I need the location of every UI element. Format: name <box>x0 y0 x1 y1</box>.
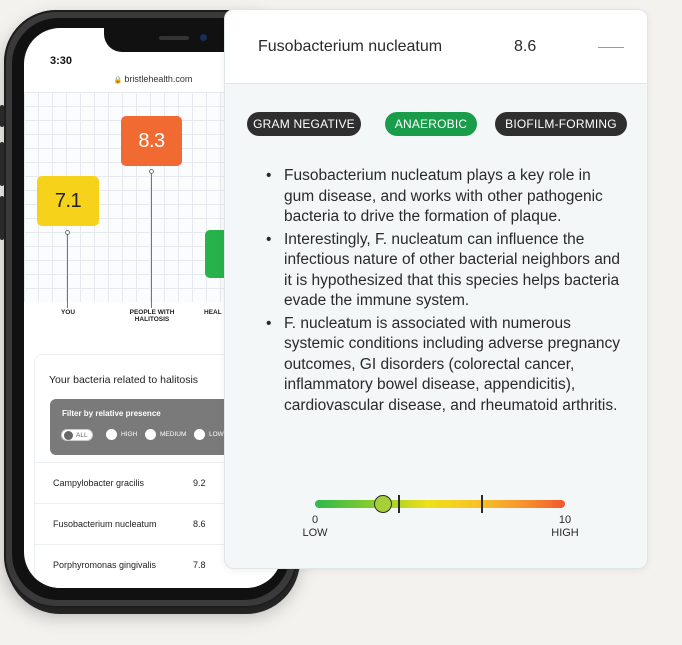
status-time: 3:30 <box>50 55 73 67</box>
bacteria-detail-panel <box>224 9 648 569</box>
detail-bullet: • F. nucleatum is associated with numerous systemic conditions including adverse pregnancy outcomes, GI disorders (colorectal cancer, inflammatory bowel disease, appendicitis), cardiovascular disease, and rheumatoid arthritis. <box>265 314 621 417</box>
gauge-max-label: HIGH <box>551 527 579 539</box>
detail-bacteria-name: Fusobacterium nucleatum <box>258 38 443 55</box>
filter-panel <box>50 399 250 455</box>
bacteria-name: Porphyromonas gingivalis <box>53 560 157 570</box>
gauge-min-value: 0 <box>311 514 319 526</box>
bacteria-value: 9.2 <box>193 478 206 488</box>
phone-volume-up-button <box>0 142 4 186</box>
detail-bullet: • Interestingly, F. nucleatum can influence the infectious nature of other bacterial neighbors and it is hypothesized that this species helps bacteria evade the immune system. <box>265 230 621 312</box>
bar-stem-halitosis <box>151 172 152 308</box>
score-box-halitosis: 8.3 <box>121 116 182 166</box>
presence-gauge <box>315 500 565 508</box>
tag-anaerobic: ANAEROBIC <box>385 112 477 136</box>
tag-gram-negative: GRAM NEGATIVE <box>247 112 361 136</box>
filter-option-high[interactable] <box>106 429 137 440</box>
gauge-tick <box>398 495 400 513</box>
gauge-tick <box>481 495 483 513</box>
filter-option-label: HIGH <box>121 431 138 438</box>
filter-option-all[interactable] <box>61 429 93 441</box>
x-label-healthy: HEAL <box>204 309 222 316</box>
detail-bullet: • Fusobacterium nucleatum plays a key role in gum disease, and works with other pathogenic bacteria to drive the formation of plaque. <box>265 166 621 228</box>
detail-header[interactable] <box>225 10 648 84</box>
radio-icon <box>145 429 156 440</box>
filter-title: Filter by relative presence <box>62 409 161 418</box>
filter-option-low[interactable] <box>194 429 224 440</box>
score-box-you: 7.1 <box>37 176 99 226</box>
address-url: bristlehealth.com <box>124 74 193 84</box>
speaker-grille <box>159 36 189 40</box>
bar-stem-you <box>67 233 68 308</box>
tag-biofilm-forming: BIOFILM-FORMING <box>495 112 627 136</box>
bacteria-value: 7.8 <box>193 560 206 570</box>
collapse-icon[interactable] <box>598 47 624 48</box>
bar-dot-you <box>65 230 70 235</box>
phone-notch <box>104 28 244 52</box>
bar-dot-halitosis <box>149 169 154 174</box>
toggle-knob-icon <box>64 431 73 440</box>
bacteria-value: 8.6 <box>193 519 206 529</box>
gauge-min-label: LOW <box>302 527 328 539</box>
gauge-indicator <box>374 495 392 513</box>
bacteria-name: Fusobacterium nucleatum <box>53 519 157 529</box>
detail-score: 8.6 <box>514 38 537 55</box>
phone-mute-button <box>0 105 4 127</box>
detail-bullet-list <box>265 166 621 418</box>
x-label-halitosis: PEOPLE WITH HALITOSIS <box>129 309 175 323</box>
x-label-you: YOU <box>60 309 76 316</box>
filter-option-label: MEDIUM <box>160 431 187 438</box>
radio-icon <box>106 429 117 440</box>
front-camera-icon <box>200 34 207 41</box>
phone-volume-down-button <box>0 196 4 240</box>
filter-toggle-all[interactable] <box>61 429 93 441</box>
radio-icon <box>194 429 205 440</box>
lock-icon: 🔒 <box>113 77 123 84</box>
filter-option-label: LOW <box>209 431 224 438</box>
bacteria-name: Campylobacter gracilis <box>53 478 145 488</box>
bacteria-section-title: Your bacteria related to halitosis <box>49 374 199 386</box>
gauge-max-value: 10 <box>558 514 572 526</box>
filter-option-medium[interactable] <box>145 429 186 440</box>
filter-option-label: ALL <box>76 431 88 439</box>
